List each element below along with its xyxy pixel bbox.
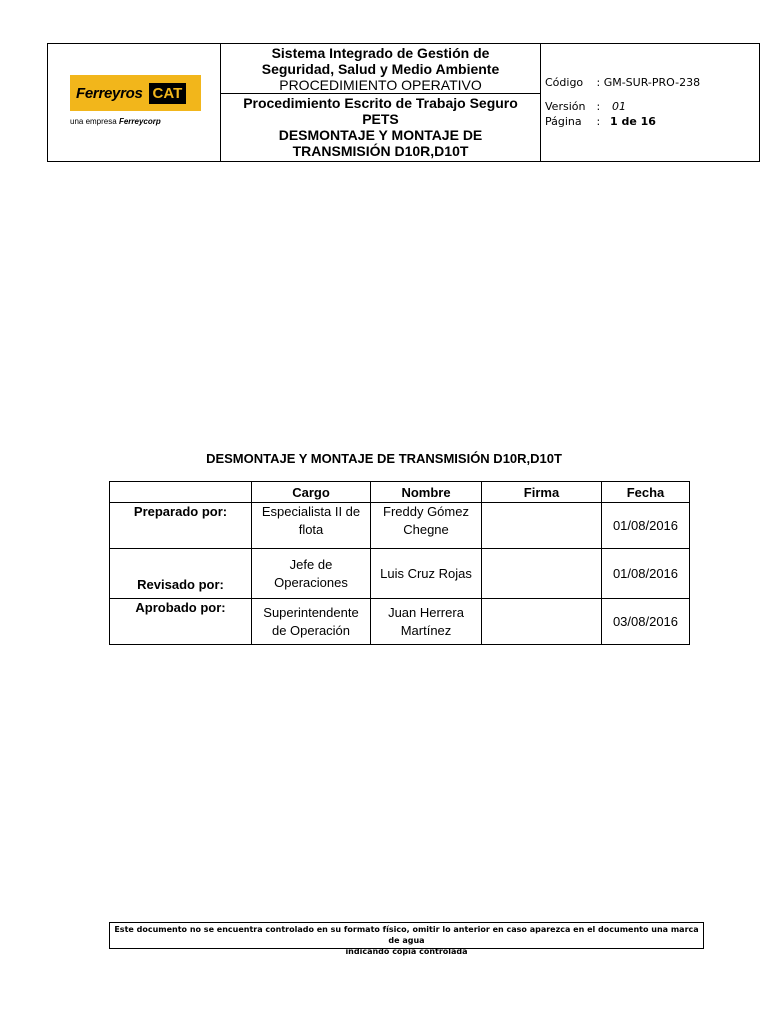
pets-title-block [221, 94, 540, 161]
table-row [110, 503, 690, 549]
table-row [110, 599, 690, 645]
footer-note-line-2: indicando copia controlada [345, 947, 468, 956]
table-row [110, 549, 690, 599]
row-firma [482, 503, 602, 549]
logo-brand: Ferreyros [76, 84, 143, 102]
header-meta [541, 44, 759, 161]
document-title: DESMONTAJE Y MONTAJE DE TRANSMISIÓN D10R,D10T [206, 451, 562, 466]
procedure-type: PROCEDIMIENTO OPERATIVO [279, 77, 482, 93]
header-cargo: Cargo [252, 482, 371, 503]
row-nombre: Luis Cruz Rojas [371, 549, 482, 599]
page-row [545, 115, 656, 128]
version-value: 01 [612, 100, 626, 113]
row-fecha: 03/08/2016 [602, 599, 690, 645]
footer-note [109, 922, 704, 956]
doc-title-1: DESMONTAJE Y MONTAJE DE [278, 127, 483, 143]
pets-title-1: Procedimiento Escrito de Trabajo Seguro [243, 95, 518, 111]
page-label: Página [545, 115, 582, 128]
version-label: Versión [545, 100, 586, 113]
code-value: : GM-SUR-PRO-238 [596, 76, 701, 89]
row-cargo: Jefe de Operaciones [252, 549, 371, 599]
page-sep: : [596, 115, 601, 128]
row-cargo: Superintendente de Operación [252, 599, 371, 645]
version-sep: : [596, 100, 601, 113]
row-nombre: Freddy Gómez Chegne [371, 503, 482, 549]
system-title-1: Sistema Integrado de Gestión de [271, 45, 490, 61]
header-empty [110, 482, 252, 503]
row-firma [482, 549, 602, 599]
logo-cat: CAT [149, 83, 187, 104]
header-firma: Firma [482, 482, 602, 503]
version-row [545, 100, 626, 113]
doc-title-2: TRANSMISIÓN D10R,D10T [292, 143, 469, 159]
header-fecha: Fecha [602, 482, 690, 503]
logo-cell [48, 44, 221, 161]
system-title-2: Seguridad, Salud y Medio Ambiente [261, 61, 500, 77]
document-header [47, 43, 760, 162]
row-nombre: Juan Herrera Martínez [371, 599, 482, 645]
header-titles [221, 44, 541, 161]
row-firma [482, 599, 602, 645]
system-title-block [221, 44, 540, 94]
approval-table [109, 481, 690, 645]
row-label: Revisado por: [110, 549, 252, 599]
table-header-row [110, 482, 690, 503]
code-row [545, 76, 700, 89]
row-label: Preparado por: [110, 503, 252, 549]
page-value: 1 de 16 [610, 115, 656, 128]
row-fecha: 01/08/2016 [602, 549, 690, 599]
logo-tagline: una empresa Ferreycorp [70, 117, 161, 126]
row-fecha: 01/08/2016 [602, 503, 690, 549]
row-cargo: Especialista II de flota [252, 503, 371, 549]
ferreyros-cat-logo [70, 75, 201, 111]
footer-note-line-1: Este documento no se encuentra controlado en su formato físico, omitir lo anterior en caso aparezca en el documento una marca de agua [114, 925, 699, 945]
pets-title-2: PETS [362, 111, 399, 127]
header-nombre: Nombre [371, 482, 482, 503]
code-label: Código [545, 76, 584, 89]
row-label: Aprobado por: [110, 599, 252, 645]
